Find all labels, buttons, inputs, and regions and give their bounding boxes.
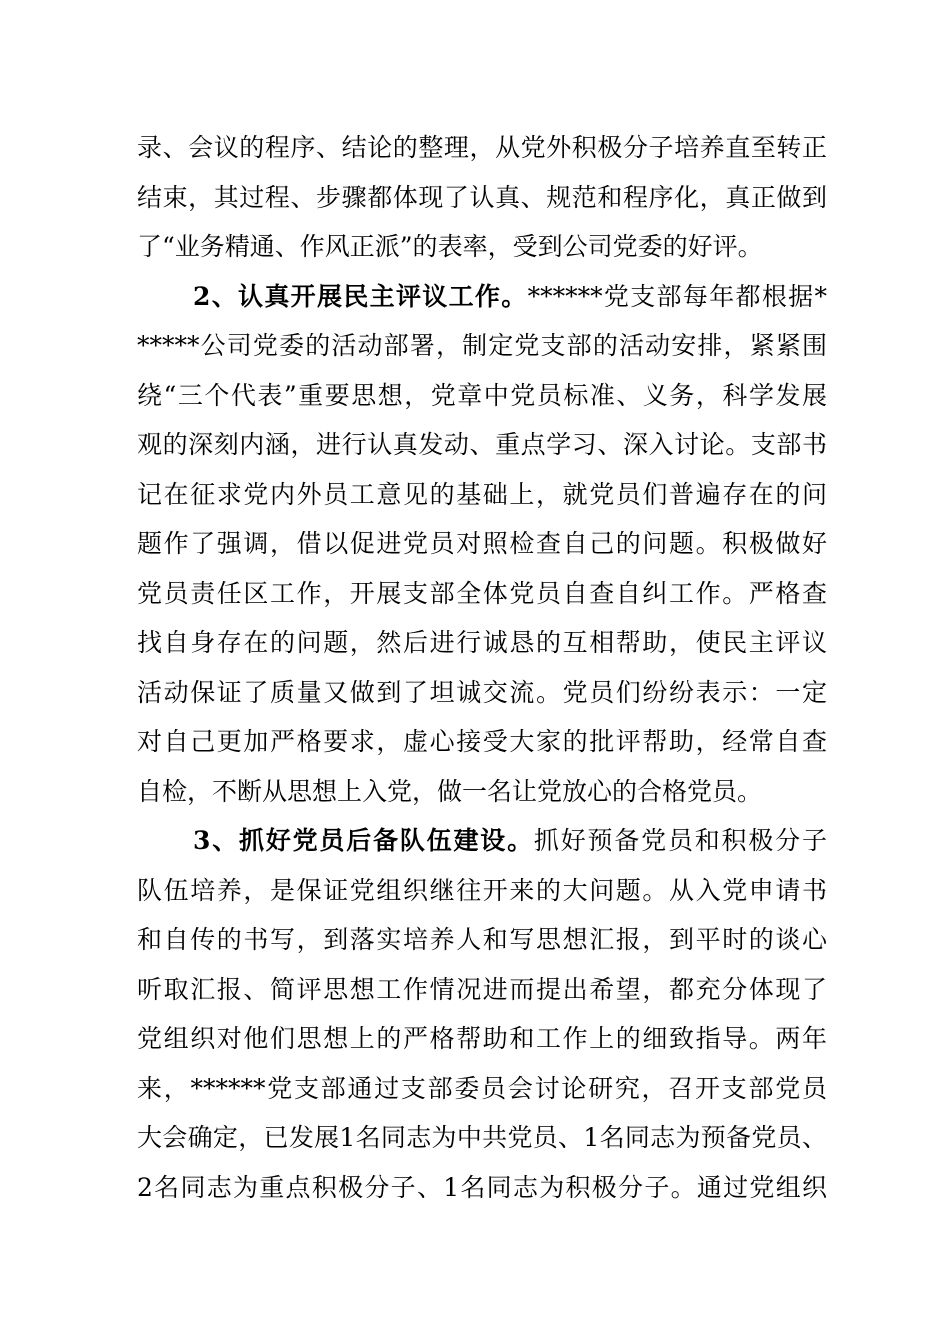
section-2-first-line [137,272,827,322]
text-line: 党组织对他们思想上的严格帮助和工作上的细致指导。两年 [137,1024,827,1053]
text-line: 听取汇报、简评思想工作情况进而提出希望，都充分体现了 [137,974,827,1004]
text-run: ******党支部每年都根据* [527,281,827,311]
text-line: 找自身存在的问题，然后进行诚恳的互相帮助，使民主评议 [137,628,827,657]
text-line: 来，******党支部通过支部委员会讨论研究，召开支部党员 [137,1073,827,1103]
text-line: 了“业务精通、作风正派”的表率，受到公司党委的好评。 [137,232,763,261]
section-2-heading: 2、认真开展民主评议工作。 [193,281,528,311]
section-3-first-line [137,816,827,866]
text-line: 大会确定，已发展1名同志为中共党员、1名同志为预备党员、 [137,1123,827,1152]
text-line: 绕“三个代表”重要思想，党章中党员标准、义务，科学发展 [137,380,827,410]
text-line: 党员责任区工作，开展支部全体党员自查自纠工作。严格查 [137,578,827,608]
text-line: 和自传的书写，到落实培养人和写思想汇报，到平时的谈心 [137,925,827,954]
text-line: 队伍培养，是保证党组织继往开来的大问题。从入党申请书 [137,875,827,905]
text-run: 抓好预备党员和积极分子 [533,826,827,855]
document-body [137,123,827,1212]
text-line: 自检，不断从思想上入党，做一名让党放心的合格党员。 [137,776,763,806]
text-line: *****公司党委的活动部署，制定党支部的活动安排，紧紧围 [137,331,827,360]
text-line: 活动保证了质量又做到了坦诚交流。党员们纷纷表示：一定 [137,677,827,707]
section-3-heading: 3、抓好党员后备队伍建设。 [193,826,534,855]
text-line: 2名同志为重点积极分子、1名同志为积极分子。通过党组织 [137,1172,827,1202]
text-line: 观的深刻内涵，进行认真发动、重点学习、深入讨论。支部书 [137,430,827,459]
text-line: 题作了强调，借以促进党员对照检查自己的问题。积极做好 [137,529,827,558]
text-line: 对自己更加严格要求，虚心接受大家的批评帮助，经常自查 [137,727,827,756]
text-line: 录、会议的程序、结论的整理，从党外积极分子培养直至转正 [137,133,827,162]
text-line: 结束，其过程、步骤都体现了认真、规范和程序化，真正做到 [137,182,827,212]
text-line: 记在征求党内外员工意见的基础上，就党员们普遍存在的问 [137,479,827,509]
